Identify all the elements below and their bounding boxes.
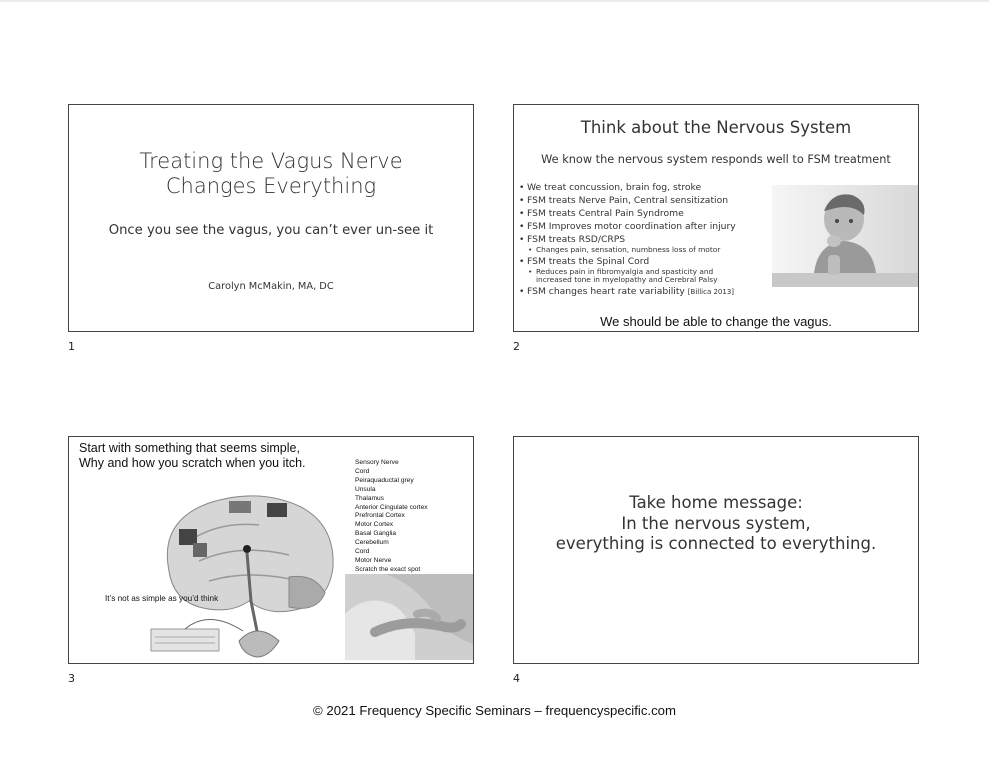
page-footer: © 2021 Frequency Specific Seminars – frequencyspecific.com <box>312 703 677 718</box>
bullet-item: • FSM treats RSD/CRPS <box>518 233 780 246</box>
bullet-item: • FSM Improves motor coordination after injury <box>518 220 780 233</box>
slide-1 <box>68 104 474 332</box>
slide-4 <box>513 436 919 664</box>
slide-3-note: It’s not as simple as you’d think <box>105 594 219 603</box>
sub-bullet-item: • Changes pain, sensation, numbness loss of motor <box>518 246 780 255</box>
top-divider <box>0 0 989 2</box>
slide-3-heading <box>79 441 306 471</box>
bullet-item <box>518 285 780 299</box>
slide-2-bottom-text: We should be able to change the vagus. <box>600 314 832 329</box>
slide-2-number: 2 <box>513 340 520 353</box>
slide-2 <box>513 104 919 332</box>
scratching-arm-photo <box>345 574 473 660</box>
slide-2-title: Think about the Nervous System <box>580 118 852 137</box>
slide-1-title <box>69 149 473 199</box>
pathway-list <box>355 459 428 575</box>
slide-1-author: Carolyn McMakin, MA, DC <box>208 281 334 292</box>
slide-2-bullet-list <box>518 181 780 299</box>
slide-1-subtitle: Once you see the vagus, you can’t ever un-see it <box>108 223 434 238</box>
slide-4-message <box>514 493 918 555</box>
slide-4-message-line: In the nervous system, <box>621 513 811 533</box>
slide-1-number: 1 <box>68 340 75 353</box>
bullet-item: • We treat concussion, brain fog, stroke <box>518 181 780 194</box>
brain-diagram-image <box>129 481 355 663</box>
pathway-item: Prefrontal Cortex <box>355 512 405 520</box>
slide-3-heading-line: Why and how you scratch when you itch. <box>79 456 306 470</box>
slide-4-message-line: Take home message: <box>629 493 803 512</box>
pathway-item: Peiraquaductal grey <box>355 476 414 484</box>
slide-3 <box>68 436 474 664</box>
slide-1-title-line: Treating the Vagus Nerve <box>139 149 403 173</box>
pathway-item: Basal Ganglia <box>355 530 397 538</box>
bullet-item: • FSM treats Central Pain Syndrome <box>518 207 780 220</box>
pathway-item: Sensory Nerve <box>355 459 399 466</box>
pathway-item: Cord <box>355 548 370 556</box>
pathway-item: Cord <box>355 467 370 475</box>
sub-bullet-line: Reduces pain in fibromyalgia and spasticity and <box>536 266 714 276</box>
pathway-item: Unsula <box>355 485 376 493</box>
slide-2-subtitle: We know the nervous system responds well to FSM treatment <box>541 153 891 166</box>
pathway-item: Cerebellum <box>355 539 389 547</box>
bullet-item: • FSM treats Nerve Pain, Central sensitization <box>518 194 780 207</box>
pathway-item: Scratch the exact spot <box>355 565 421 573</box>
sub-bullet-item <box>518 268 780 285</box>
bullet-text: FSM changes heart rate variability <box>527 285 685 297</box>
slide-3-number: 3 <box>68 672 75 685</box>
thinking-child-photo <box>772 185 918 287</box>
sub-bullet-line: increased tone in myelopathy and Cerebral Palsy <box>536 275 718 285</box>
pathway-item: Motor Nerve <box>355 556 392 564</box>
slide-4-number: 4 <box>513 672 520 685</box>
citation: [Billica 2013] <box>687 287 735 296</box>
slide-4-message-line: everything is connected to everything. <box>555 534 877 553</box>
slide-3-heading-line: Start with something that seems simple, <box>79 441 300 455</box>
bullet-item: • FSM treats the Spinal Cord <box>518 255 780 268</box>
slide-1-title-line: Changes Everything <box>165 174 377 198</box>
pathway-item: Motor Cortex <box>355 521 394 529</box>
pathway-item: Anterior Cingulate cortex <box>355 503 428 511</box>
pathway-item: Thalamus <box>355 494 384 502</box>
